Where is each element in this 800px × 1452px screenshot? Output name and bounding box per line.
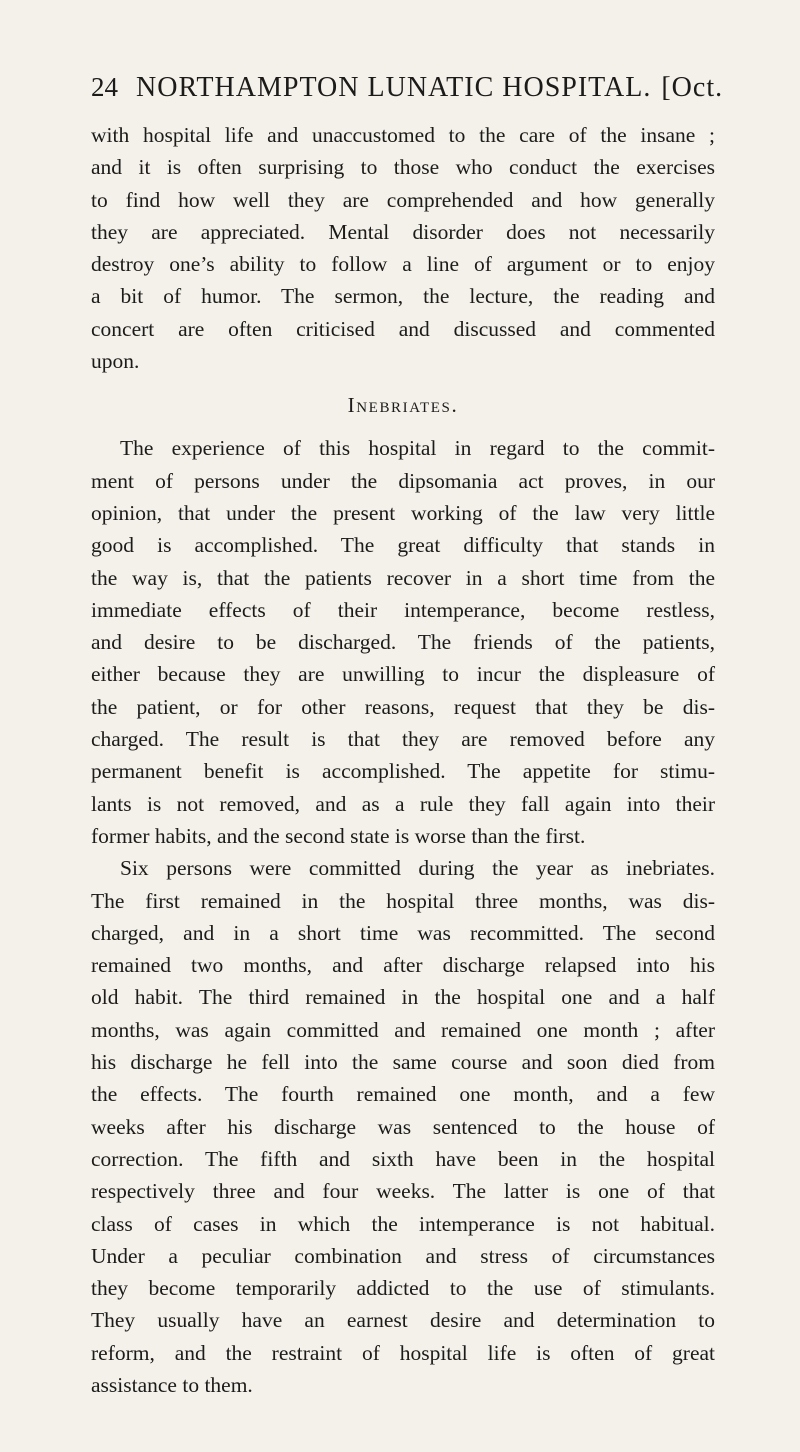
- text-line: permanent benefit is accomplished. The appetite for stimu-: [91, 759, 715, 784]
- section-heading-inebriates: Inebriates.: [347, 393, 459, 418]
- text-line: charged. The result is that they are removed before any: [91, 727, 715, 752]
- running-title: NORTHAMPTON LUNATIC HOSPITAL.: [136, 72, 652, 103]
- text-line: to find how well they are comprehended and how generally: [91, 187, 715, 212]
- text-line: respectively three and four weeks. The latter is one of that: [91, 1179, 715, 1204]
- text-line: a bit of humor. The sermon, the lecture, the reading and: [91, 284, 715, 309]
- text-line: weeks after his discharge was sentenced to the house of: [91, 1114, 715, 1139]
- text-line: concert are often criticised and discussed and commented: [91, 316, 715, 341]
- text-line: with hospital life and unaccustomed to the care of the insane ;: [91, 123, 715, 147]
- text-line: destroy one’s ability to follow a line of argument or to enjoy: [91, 252, 715, 277]
- text-line: months, was again committed and remained one month ; after: [91, 1017, 715, 1042]
- text-line: either because they are unwilling to incur the displeasure of: [91, 662, 715, 687]
- text-line: upon.: [91, 349, 140, 374]
- text-line: lants is not removed, and as a rule they fall again into their: [91, 791, 715, 816]
- text-line: old habit. The third remained in the hospital one and a half: [91, 985, 715, 1010]
- text-line: Six persons were committed during the year as inebriates.: [120, 856, 715, 881]
- text-line: The first remained in the hospital three months, was dis-: [91, 888, 715, 913]
- text-line: his discharge he fell into the same course and soon died from: [91, 1050, 715, 1075]
- text-line: the effects. The fourth remained one month, and a few: [91, 1082, 715, 1107]
- paragraph-hospital-exercises: [91, 119, 715, 377]
- text-line: and it is often surprising to those who conduct the exercises: [91, 155, 715, 180]
- text-line: reform, and the restraint of hospital life is often of great: [91, 1340, 715, 1365]
- text-line: immediate effects of their intemperance, become restless,: [91, 597, 715, 622]
- text-line: class of cases in which the intemperance is not habitual.: [91, 1211, 715, 1236]
- text-line: good is accomplished. The great difficulty that stands in: [91, 533, 715, 558]
- text-line: they become temporarily addicted to the use of stimulants.: [91, 1276, 715, 1301]
- running-date: [Oct.: [661, 72, 724, 103]
- text-line: former habits, and the second state is worse than the first.: [91, 823, 586, 848]
- text-line: remained two months, and after discharge relapsed into his: [91, 953, 715, 978]
- paragraph-dipsomania-act: [91, 432, 715, 852]
- text-line: charged, and in a short time was recommitted. The second: [91, 920, 715, 945]
- text-line: and desire to be discharged. The friends of the patients,: [91, 630, 715, 655]
- text-line: correction. The fifth and sixth have been in the hospital: [91, 1146, 715, 1171]
- text-line: assistance to them.: [91, 1372, 253, 1397]
- running-head: [91, 68, 724, 107]
- text-line: the way is, that the patients recover in a short time from the: [91, 565, 715, 590]
- text-line: Under a peculiar combination and stress of circumstances: [91, 1243, 715, 1268]
- text-line: they are appreciated. Mental disorder does not necessarily: [91, 219, 715, 244]
- text-line: the patient, or for other reasons, request that they be dis-: [91, 694, 715, 719]
- text-line: ment of persons under the dipsomania act proves, in our: [91, 468, 715, 493]
- text-line: The experience of this hospital in regard to the commit-: [120, 436, 715, 461]
- page-number: 24: [91, 72, 118, 102]
- text-line: They usually have an earnest desire and determination to: [91, 1308, 715, 1333]
- paragraph-six-persons: [91, 852, 715, 1401]
- text-line: opinion, that under the present working of the law very little: [91, 500, 715, 525]
